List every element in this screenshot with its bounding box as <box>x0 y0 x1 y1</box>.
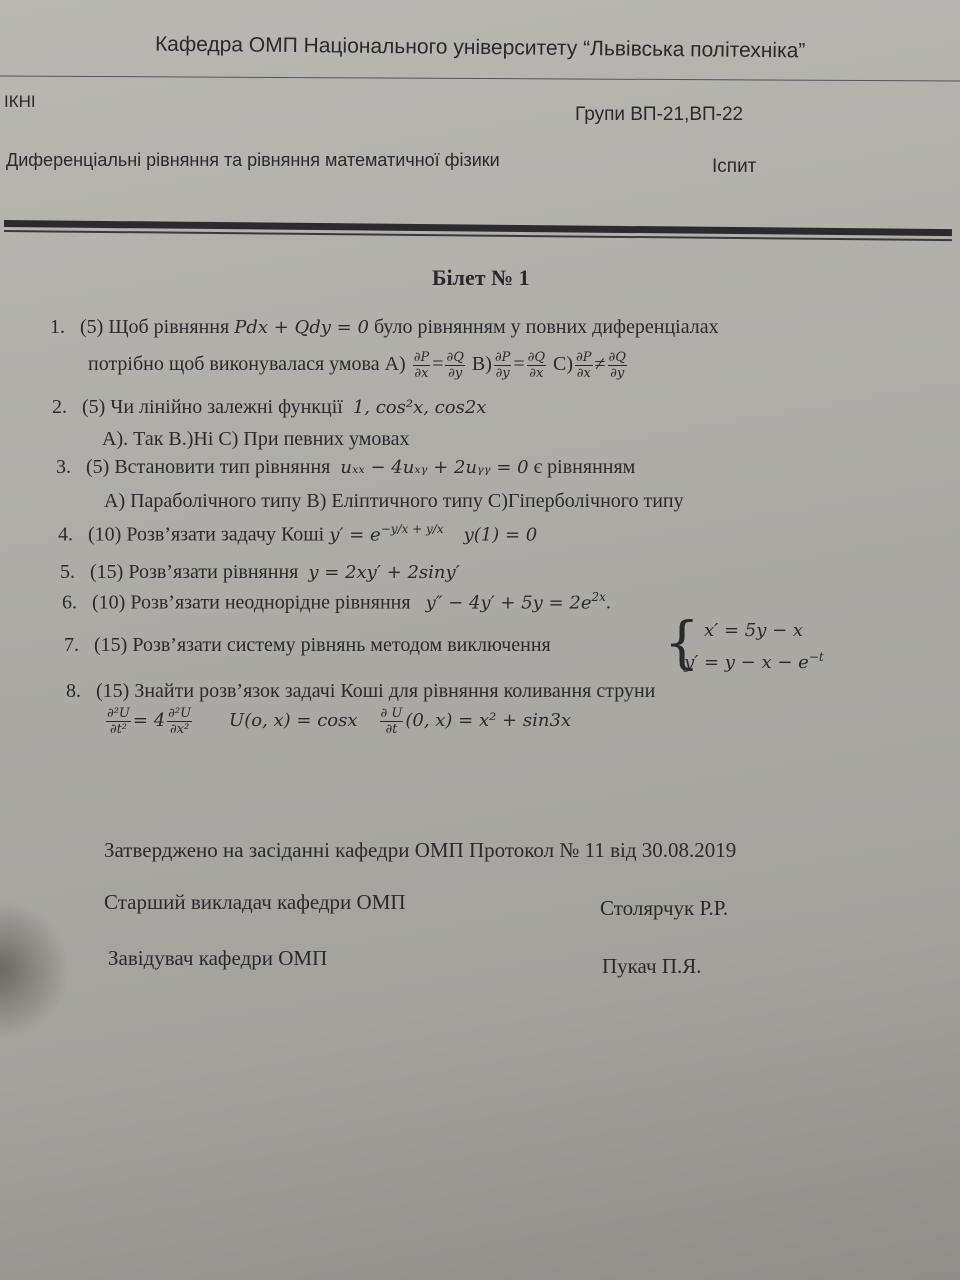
exam-type-label: Іспит <box>712 156 757 177</box>
university-header: Кафедра ОМП Національного університету “Львівська політехніка” <box>154 32 806 63</box>
q8-frac-d2u-dt2: $\frac{\text{∂²U}}{\text{∂t²}}$ <box>107 706 130 737</box>
q1b-frac-left: $\frac{\partial P}{\partial y}$ <box>494 350 511 381</box>
question-1-line-2: потрібно щоб виконувалася умова A) $\frac{\partial P}{\partial x}$ = $\frac{\partial Q}{\partial y}$ B) $\frac{\partial P}{\partial y}$ = $\frac{\partial Q}{\partial x}$ C) $\frac{\partial P}{\partial x}$ ≠ $\frac{\partial Q}{\partial y}$ <box>88 350 626 381</box>
q8-frac-du-dt: $\frac{\partial U}{\partial t}$ <box>380 706 403 737</box>
q1a-frac-right: $\frac{\partial Q}{\partial y}$ <box>446 350 464 381</box>
head-of-department-name: Пукач П.Я. <box>602 954 702 978</box>
q1c-frac-right: $\frac{\partial Q}{\partial y}$ <box>608 350 626 381</box>
institute-label: ІКНІ <box>4 92 36 111</box>
q1c-frac-left: $\frac{\partial P}{\partial x}$ <box>576 350 592 381</box>
approval-line: Затверджено на засіданні кафедри ОМП Протокол № 11 від 30.08.2019 <box>104 838 737 862</box>
question-6: 6. (10) Розв’язати неоднорідне рівняння $y'' - 4y' + 5y = 2e^{2x}$. <box>62 590 611 614</box>
question-7: 7. (15) Розв’язати систему рівнянь методом виключення <box>64 634 551 656</box>
question-2-options: A). Так B.)Ні C) При певних умовах <box>102 428 410 450</box>
q4-equation: y′ = e <box>329 524 381 546</box>
question-2-line-1: 2. (5) Чи лінійно залежні функції 1, cos²x, cos2x <box>52 396 487 418</box>
q2-functions: 1, cos²x, cos2x <box>352 397 487 418</box>
q1b-frac-right: $\frac{\partial Q}{\partial x}$ <box>527 350 546 381</box>
q8-condition-2: (0, x) = x² + sin3x <box>405 710 572 732</box>
head-of-department-title: Завідувач кафедри ОМП <box>108 946 328 970</box>
subject-title: Диференціальні рівняння та рівняння математичної фізики <box>6 150 500 170</box>
q6-equation: y″ − 4y′ + 5y = 2e <box>425 592 592 614</box>
question-5: 5. (15) Розв’язати рівняння y = 2xy′ + 2siny′ <box>60 561 460 583</box>
question-8-line-1: 8. (15) Знайти розв’язок задачі Коші для рівняння коливання струни <box>66 680 656 702</box>
question-3-options: A) Параболічного типу B) Еліптичного типу C)Гіперболічного типу <box>104 490 684 512</box>
q8-frac-d2u-dx2: $\frac{\text{∂²U}}{\text{∂x²}}$ <box>168 706 192 737</box>
question-3-line-1: 3. (5) Встановити тип рівняння uₓₓ − 4uₓᵧ + 2uᵧᵧ = 0 є рівнянням <box>56 456 636 478</box>
ticket-title: Білет № 1 <box>432 265 530 290</box>
q7-equation-1: x′ = 5y − x <box>704 620 804 641</box>
senior-lecturer-name: Столярчук Р.Р. <box>600 896 729 920</box>
groups-label: Групи ВП-21,ВП-22 <box>575 104 744 125</box>
q5-equation: y = 2xy′ + 2siny′ <box>308 562 460 583</box>
system-brace: { <box>664 611 700 676</box>
question-1-line-1: 1. (5) Щоб рівняння Pdx + Qdy = 0 було рівнянням у повних диференціалах <box>50 316 719 338</box>
q4-condition: y(1) = 0 <box>463 524 538 546</box>
q4-exponent: −y/x + y/x <box>380 522 444 536</box>
q7-equation-2: $y' = y - x - e^{-t}$ <box>684 650 824 673</box>
header-divider <box>0 75 960 81</box>
q8-condition-1: U(o, x) = cosx <box>229 710 358 732</box>
q1a-frac-left: $\frac{\partial P}{\partial x}$ <box>413 350 430 381</box>
question-8-line-2: $\frac{\text{∂²U}}{\text{∂t²}}$ = 4 $\frac{\text{∂²U}}{\text{∂x²}}$ U(o, x) = cosx $\frac{\partial U}{\partial t}$ (0, x) = x² + sin3x <box>107 706 572 737</box>
q1-equation: Pdx + Qdy = 0 <box>234 317 369 338</box>
question-4: 4. (10) Розв’язати задачу Коші $y' = e^{-y/x + y/x}$ y(1) = 0 <box>58 522 538 546</box>
q3-equation: uₓₓ − 4uₓᵧ + 2uᵧᵧ = 0 <box>340 457 529 478</box>
senior-lecturer-title: Старший викладач кафедри ОМП <box>104 890 406 914</box>
thumb-shadow <box>0 900 70 1040</box>
q6-exponent: 2x <box>591 590 606 604</box>
